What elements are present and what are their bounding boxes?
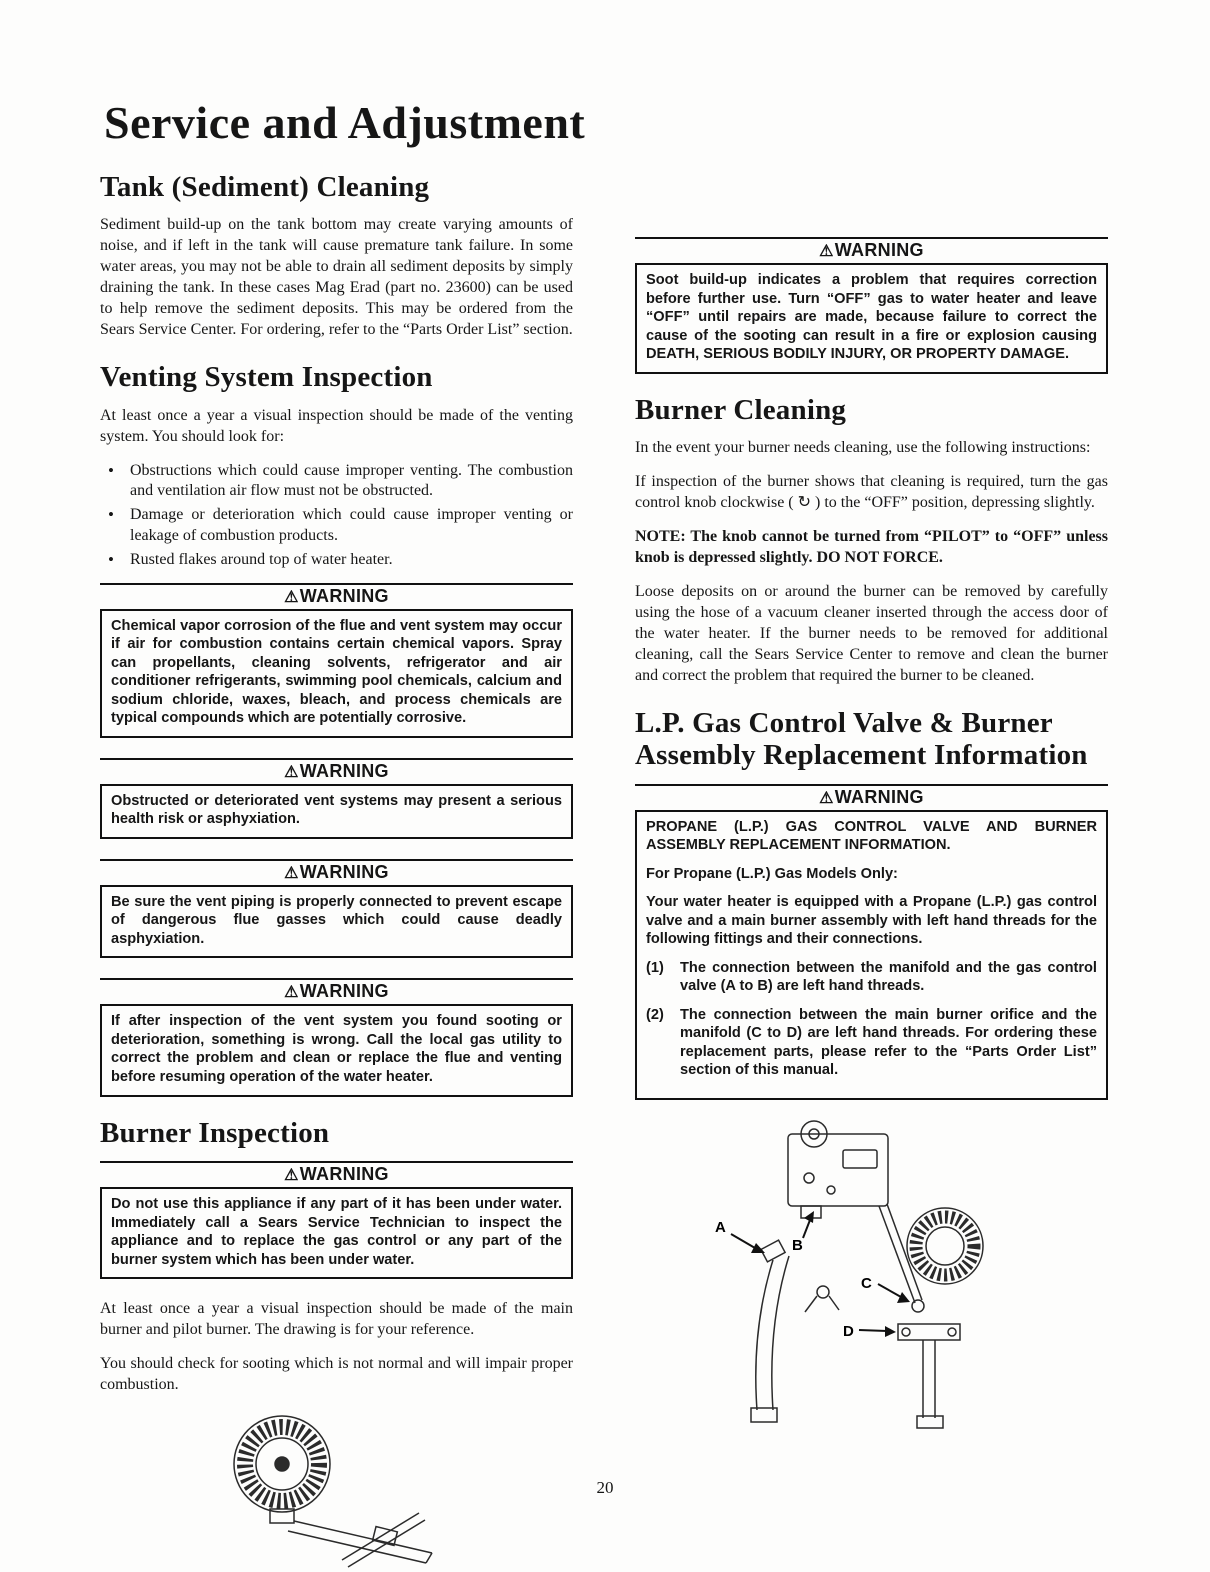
arrow-b bbox=[803, 1220, 810, 1238]
warning-body: Chemical vapor corrosion of the flue and vent system may occur if air for combustion contains certain chemical vapors. Spray can propellants, cleaning solvents, refrigerator and air conditioner refrigerants, swimming pool chemicals, calcium and sodium chloride, waxes, bleach, and process chemicals are typical compounds which are potentially corrosive. bbox=[100, 609, 573, 738]
venting-bullet-list bbox=[100, 461, 573, 571]
diagram-label-b: B bbox=[792, 1236, 803, 1254]
warning-header bbox=[100, 1163, 573, 1187]
warning-box-vent-piping bbox=[100, 859, 573, 959]
warning-box-chemical-vapor bbox=[100, 583, 573, 738]
spacer bbox=[635, 171, 1108, 225]
warning-box-obstructed-vents bbox=[100, 758, 573, 839]
warning-label: WARNING bbox=[834, 240, 924, 260]
item-text: The connection between the main burner orifice and the manifold (C to D) are left hand threads. For ordering these replacement parts, please refer to the “Parts Order List” section of this manual. bbox=[680, 1006, 1097, 1079]
warning-header bbox=[100, 585, 573, 609]
warning-label: WARNING bbox=[299, 981, 389, 1002]
warning-body: Soot build-up indicates a problem that requires correction before further use. Turn “OFF” gas to water heater and leave “OFF” until repairs are made, because failure to correct the cause of the sooting can result in a fire or explosion causing DEATH, SERIOUS BODILY INJURY, OR PROPERTY DAMAGE. bbox=[635, 263, 1108, 374]
valve-body bbox=[788, 1134, 888, 1206]
warning-header bbox=[100, 980, 573, 1004]
lp-warning-item-2 bbox=[646, 1006, 1097, 1080]
warning-label: WARNING bbox=[299, 760, 389, 781]
item-text: The connection between the manifold and the gas control valve (A to B) are left hand threads. bbox=[680, 959, 1097, 995]
warning-box-sooting bbox=[100, 978, 573, 1096]
list-item: • Damage or deterioration which could cause improper venting or leakage of combustion products. bbox=[100, 505, 573, 547]
warning-icon: ⚠ bbox=[284, 588, 299, 606]
warning-header bbox=[100, 760, 573, 784]
diagram-label-d: D bbox=[843, 1322, 854, 1340]
lp-warning-line1: PROPANE (L.P.) GAS CONTROL VALVE AND BURNER ASSEMBLY REPLACEMENT INFORMATION. bbox=[646, 818, 1097, 854]
warning-icon: ⚠ bbox=[819, 789, 834, 807]
list-item: • Obstructions which could cause improper venting. The combustion and ventilation air flow must not be obstructed. bbox=[100, 461, 573, 503]
orifice-fitting bbox=[912, 1300, 924, 1312]
lp-warning-item-1 bbox=[646, 959, 1097, 996]
burner-head bbox=[916, 1217, 974, 1275]
warning-header bbox=[635, 786, 1108, 810]
right-column bbox=[635, 171, 1108, 1445]
two-column-layout bbox=[100, 171, 1110, 1569]
page-title: Service and Adjustment bbox=[104, 97, 586, 148]
left-column bbox=[100, 171, 573, 1569]
warning-icon: ⚠ bbox=[284, 763, 299, 781]
heading-tank-cleaning: Tank (Sediment) Cleaning bbox=[100, 171, 430, 203]
page-number: 20 bbox=[596, 1478, 614, 1497]
gas-valve-drawing bbox=[693, 1120, 1093, 1445]
item-number: (1) bbox=[646, 959, 664, 976]
burner-cleaning-para3: Loose deposits on or around the burner can be removed by carefully using the hose of a vacuum cleaner inserted through the access door of the water heater. If the burner needs to be removed for additional cleaning, call the Sears Service Center to remove and clean the burner and correct the problem that required the burner to be cleaned. bbox=[635, 582, 1108, 684]
warning-box-propane-replacement bbox=[635, 784, 1108, 1100]
item-number: (2) bbox=[646, 1006, 664, 1023]
warning-label: WARNING bbox=[834, 786, 924, 807]
warning-body bbox=[635, 810, 1108, 1100]
warning-box-soot-buildup bbox=[635, 237, 1108, 374]
burner-cleaning-note: NOTE: The knob cannot be turned from “PILOT” to “OFF” unless knob is depressed slightly. DO NOT FORCE. bbox=[635, 527, 1108, 566]
pipe-elbow-fitting bbox=[761, 1240, 785, 1262]
warning-body: Be sure the vent piping is properly connected to prevent escape of dangerous flue gasses which could cause deadly asphyxiation. bbox=[100, 885, 573, 959]
warning-header bbox=[635, 239, 1108, 263]
warning-body: Do not use this appliance if any part of it has been under water. Immediately call a Sears Service Technician to inspect the appliance and to replace the gas control or any part of the burner system which has been under water. bbox=[100, 1187, 573, 1279]
heading-burner-inspection: Burner Inspection bbox=[100, 1116, 330, 1149]
tank-cleaning-body: Sediment build-up on the tank bottom may create varying amounts of noise, and if left in the tank will cause premature tank failure. In some water areas, you may not be able to drain all sediment deposits by simply draining the tank. In these cases Mag Erad (part no. 23600) can be used to help remove the sediment deposits. This may be ordered from the Sears Service Center. For ordering, refer to the “Parts Order List” section. bbox=[100, 216, 573, 339]
burner-inspection-para1: At least once a year a visual inspection should be made of the main burner and pilot burner. The drawing is for your reference. bbox=[100, 1300, 573, 1339]
arrow-d bbox=[859, 1330, 887, 1331]
lp-warning-line3: Your water heater is equipped with a Propane (L.P.) gas control valve and a main burner assembly with left hand threads for the following fittings and their connections. bbox=[646, 894, 1097, 948]
warning-icon: ⚠ bbox=[284, 864, 299, 882]
supply-pipe bbox=[756, 1260, 773, 1410]
burner-inspection-para2: You should check for sooting which is not normal and will impair proper combustion. bbox=[100, 1355, 573, 1393]
manifold-bracket bbox=[898, 1324, 960, 1340]
page-content bbox=[100, 96, 1110, 1569]
diagram-label-a: A bbox=[715, 1218, 726, 1236]
heading-venting-inspection: Venting System Inspection bbox=[100, 361, 433, 394]
arrow-a bbox=[731, 1234, 755, 1248]
warning-body: If after inspection of the vent system you found sooting or deterioration, something is wrong. Call the local gas utility to correct the problem and clean or replace the flue and venting before resuming operation of the water heater. bbox=[100, 1004, 573, 1096]
heading-lp-gas-control: L.P. Gas Control Valve & Burner Assembly Replacement Information bbox=[635, 706, 1088, 772]
diagram-label-c: C bbox=[861, 1274, 872, 1292]
warning-label: WARNING bbox=[299, 861, 389, 882]
burner-cleaning-para2: If inspection of the burner shows that cleaning is required, turn the gas control knob clockwise ( ↻ ) to the “OFF” position, depressing slightly. bbox=[635, 473, 1108, 512]
lp-warning-line2: For Propane (L.P.) Gas Models Only: bbox=[646, 865, 898, 882]
warning-box-under-water bbox=[100, 1161, 573, 1279]
arrow-c bbox=[878, 1284, 901, 1297]
warning-label: WARNING bbox=[299, 1163, 389, 1184]
warning-icon: ⚠ bbox=[819, 243, 834, 260]
warning-body: Obstructed or deteriorated vent systems may present a serious health risk or asphyxiation. bbox=[100, 784, 573, 839]
warning-icon: ⚠ bbox=[284, 984, 299, 1002]
venting-intro: At least once a year a visual inspection should be made of the venting system. You should look for: bbox=[100, 406, 573, 445]
warning-header bbox=[100, 861, 573, 885]
heading-burner-cleaning: Burner Cleaning bbox=[635, 393, 847, 426]
warning-label: WARNING bbox=[299, 585, 389, 606]
burner-cleaning-para1: In the event your burner needs cleaning, use the following instructions: bbox=[635, 439, 1091, 457]
warning-icon: ⚠ bbox=[284, 1166, 299, 1184]
list-item: • Rusted flakes around top of water heater. bbox=[100, 550, 573, 571]
